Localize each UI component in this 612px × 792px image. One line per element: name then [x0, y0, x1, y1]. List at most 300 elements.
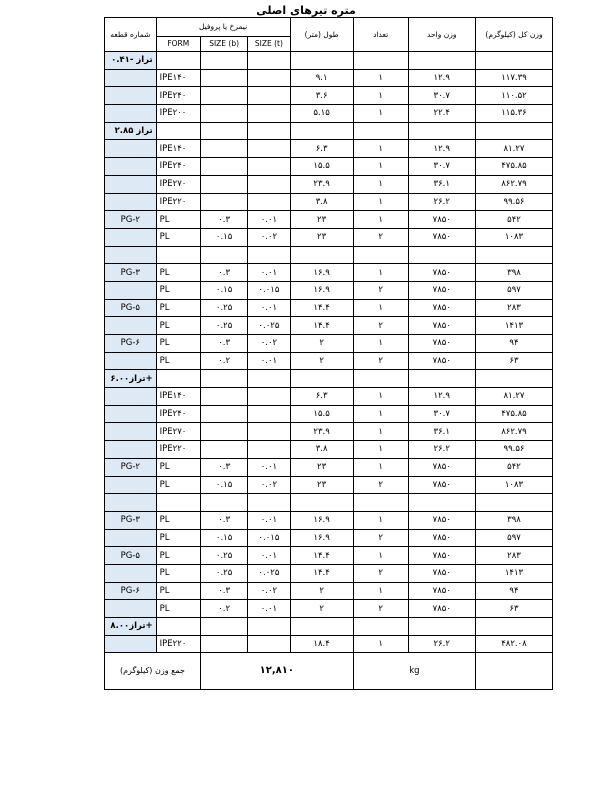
unit-weight-cell: ۳۰.۷	[408, 405, 475, 423]
count-cell: ۲	[353, 281, 408, 299]
size-t-cell: ۰.۰۱	[248, 547, 290, 565]
count-cell: ۲	[353, 228, 408, 246]
part-cell: PG-۲	[105, 211, 157, 229]
length-cell: ۲	[290, 352, 353, 370]
empty-cell	[156, 370, 200, 388]
table-row	[105, 281, 553, 299]
total-weight-cell: ۹۹.۵۶	[475, 193, 552, 211]
total-weight-cell: ۵۴۲	[475, 211, 552, 229]
size-b-cell: ۰.۳	[200, 458, 247, 476]
part-cell	[105, 476, 157, 494]
total-weight-cell: ۲۸۳	[475, 299, 552, 317]
empty-cell	[290, 370, 353, 388]
total-weight-cell: ۸۱.۲۷	[475, 140, 552, 158]
unit-weight-cell: ۷۸۵۰	[408, 281, 475, 299]
count-cell: ۲	[353, 317, 408, 335]
total-weight-cell: ۶۳	[475, 352, 552, 370]
unit-weight-cell: ۱۲.۹	[408, 388, 475, 406]
level-row	[105, 370, 553, 388]
form-cell: IPE۲۷۰	[156, 423, 200, 441]
count-cell: ۱	[353, 158, 408, 176]
table-row	[105, 352, 553, 370]
total-weight-cell: ۴۷۵.۸۵	[475, 405, 552, 423]
empty-cell	[200, 494, 247, 512]
empty-cell	[200, 618, 247, 636]
header-size-t: SIZE (t)	[248, 37, 290, 52]
empty-cell	[408, 122, 475, 140]
part-cell	[105, 635, 157, 653]
count-cell: ۱	[353, 511, 408, 529]
part-cell	[105, 175, 157, 193]
table-row	[105, 476, 553, 494]
blank-row	[105, 246, 553, 264]
form-cell: IPE۲۲۰	[156, 635, 200, 653]
count-cell: ۲	[353, 476, 408, 494]
empty-cell	[408, 618, 475, 636]
size-b-cell: ۰.۱۵	[200, 476, 247, 494]
total-weight-cell: ۱۴۱۳	[475, 317, 552, 335]
count-cell: ۱	[353, 547, 408, 565]
size-b-cell: ۰.۲۵	[200, 317, 247, 335]
total-weight-cell: ۹۴	[475, 335, 552, 353]
part-cell	[105, 388, 157, 406]
size-t-cell: ۰.۰۱۵	[248, 529, 290, 547]
form-cell: IPE۲۰۰	[156, 105, 200, 123]
empty-cell	[290, 122, 353, 140]
total-weight-cell: ۱۱۰.۵۲	[475, 87, 552, 105]
unit-weight-cell: ۷۸۵۰	[408, 511, 475, 529]
length-cell: ۱۶.۹	[290, 281, 353, 299]
size-b-cell	[200, 158, 247, 176]
size-t-cell	[248, 158, 290, 176]
empty-cell	[156, 618, 200, 636]
size-b-cell: ۰.۲	[200, 352, 247, 370]
empty-cell	[248, 122, 290, 140]
length-cell: ۱۸.۴	[290, 635, 353, 653]
count-cell: ۱	[353, 441, 408, 459]
length-cell: ۱۵.۵	[290, 158, 353, 176]
table-row	[105, 335, 553, 353]
form-cell: IPE۲۴۰	[156, 87, 200, 105]
empty-cell	[290, 618, 353, 636]
size-t-cell	[248, 175, 290, 193]
size-b-cell	[200, 635, 247, 653]
size-t-cell: ۰.۰۱	[248, 458, 290, 476]
level-label: تراز -۰.۴۱	[105, 52, 157, 70]
unit-weight-cell: ۲۶.۲	[408, 635, 475, 653]
empty-cell	[475, 246, 552, 264]
form-cell: PL	[156, 335, 200, 353]
total-weight-cell: ۴۷۵.۸۵	[475, 158, 552, 176]
empty-cell	[156, 122, 200, 140]
level-row	[105, 618, 553, 636]
size-t-cell: ۰.۰۲۵	[248, 317, 290, 335]
form-cell: PL	[156, 547, 200, 565]
unit-weight-cell: ۳۰.۷	[408, 158, 475, 176]
form-cell: IPE۲۴۰	[156, 405, 200, 423]
length-cell: ۲	[290, 335, 353, 353]
size-t-cell	[248, 405, 290, 423]
form-cell: PL	[156, 458, 200, 476]
form-cell: IPE۱۴۰	[156, 140, 200, 158]
size-b-cell	[200, 69, 247, 87]
part-cell: PG-۲	[105, 458, 157, 476]
length-cell: ۱۴.۴	[290, 564, 353, 582]
total-weight-cell: ۳۹۸	[475, 264, 552, 282]
total-weight-cell: ۸۶۲.۷۹	[475, 423, 552, 441]
size-b-cell	[200, 175, 247, 193]
size-b-cell	[200, 140, 247, 158]
table-row	[105, 105, 553, 123]
size-t-cell	[248, 87, 290, 105]
unit-weight-cell: ۲۲.۴	[408, 105, 475, 123]
total-weight-cell: ۱۰۸۳	[475, 228, 552, 246]
size-b-cell	[200, 441, 247, 459]
table-row	[105, 529, 553, 547]
table-row	[105, 87, 553, 105]
length-cell: ۲۳	[290, 458, 353, 476]
form-cell: PL	[156, 228, 200, 246]
part-cell	[105, 564, 157, 582]
form-cell: IPE۱۴۰	[156, 69, 200, 87]
length-cell: ۲۳	[290, 476, 353, 494]
length-cell: ۹.۱	[290, 69, 353, 87]
size-t-cell	[248, 441, 290, 459]
header-length: طول (متر)	[290, 18, 353, 52]
size-b-cell: ۰.۲۵	[200, 564, 247, 582]
empty-cell	[248, 246, 290, 264]
table-row	[105, 211, 553, 229]
empty-cell	[408, 246, 475, 264]
total-weight-cell: ۸۱.۲۷	[475, 388, 552, 406]
part-cell	[105, 193, 157, 211]
count-cell: ۱	[353, 423, 408, 441]
count-cell: ۱	[353, 264, 408, 282]
header-profile-group: نیمرخ یا پروفیل	[156, 18, 290, 37]
size-b-cell	[200, 105, 247, 123]
unit-weight-cell: ۳۶.۱	[408, 175, 475, 193]
unit-weight-cell: ۷۸۵۰	[408, 335, 475, 353]
size-t-cell: ۰.۰۲	[248, 476, 290, 494]
size-t-cell	[248, 388, 290, 406]
size-b-cell: ۰.۳	[200, 511, 247, 529]
beams-table	[104, 17, 553, 690]
total-weight-cell: ۹۴	[475, 582, 552, 600]
size-t-cell	[248, 105, 290, 123]
total-weight-cell: ۱۱۷.۳۹	[475, 69, 552, 87]
unit-weight-cell: ۷۸۵۰	[408, 600, 475, 618]
blank-row	[105, 494, 553, 512]
size-t-cell: ۰.۰۱	[248, 264, 290, 282]
total-weight-cell: ۸۶۲.۷۹	[475, 175, 552, 193]
size-b-cell: ۰.۳	[200, 264, 247, 282]
part-cell	[105, 228, 157, 246]
empty-cell	[248, 618, 290, 636]
count-cell: ۱	[353, 175, 408, 193]
length-cell: ۱۵.۵	[290, 405, 353, 423]
empty-cell	[156, 494, 200, 512]
form-cell: IPE۲۲۰	[156, 441, 200, 459]
size-b-cell: ۰.۱۵	[200, 281, 247, 299]
unit-weight-cell: ۷۸۵۰	[408, 299, 475, 317]
count-cell: ۱	[353, 211, 408, 229]
total-label: جمع وزن (کیلوگرم)	[105, 653, 201, 690]
unit-weight-cell: ۱۲.۹	[408, 140, 475, 158]
empty-cell	[475, 122, 552, 140]
part-cell: PG-۵	[105, 299, 157, 317]
unit-weight-cell: ۲۶.۲	[408, 193, 475, 211]
header-form: FORM	[156, 37, 200, 52]
size-t-cell: ۰.۰۱۵	[248, 281, 290, 299]
table-row	[105, 405, 553, 423]
size-t-cell: ۰.۰۱	[248, 352, 290, 370]
size-t-cell	[248, 69, 290, 87]
count-cell: ۱	[353, 87, 408, 105]
form-cell: PL	[156, 264, 200, 282]
size-t-cell: ۰.۰۱	[248, 299, 290, 317]
count-cell: ۱	[353, 405, 408, 423]
size-b-cell: ۰.۱۵	[200, 529, 247, 547]
size-b-cell: ۰.۲۵	[200, 547, 247, 565]
part-cell	[105, 105, 157, 123]
unit-weight-cell: ۲۶.۲	[408, 441, 475, 459]
count-cell: ۲	[353, 529, 408, 547]
table-row	[105, 69, 553, 87]
length-cell: ۱۴.۴	[290, 547, 353, 565]
count-cell: ۱	[353, 140, 408, 158]
empty-cell	[156, 52, 200, 70]
length-cell: ۳.۸	[290, 441, 353, 459]
table-row	[105, 140, 553, 158]
part-cell	[105, 529, 157, 547]
total-weight-cell: ۱۴۱۳	[475, 564, 552, 582]
part-cell	[105, 317, 157, 335]
table-row	[105, 635, 553, 653]
level-label: تراز۶.۰۰+	[105, 370, 157, 388]
form-cell: PL	[156, 476, 200, 494]
part-cell: PG-۳	[105, 264, 157, 282]
empty-cell	[248, 494, 290, 512]
total-weight-cell: ۶۳	[475, 600, 552, 618]
length-cell: ۲۳.۹	[290, 175, 353, 193]
table-row	[105, 193, 553, 211]
unit-weight-cell: ۷۸۵۰	[408, 529, 475, 547]
unit-weight-cell: ۷۸۵۰	[408, 264, 475, 282]
size-b-cell: ۰.۳	[200, 335, 247, 353]
form-cell: PL	[156, 564, 200, 582]
total-weight-cell: ۵۹۷	[475, 281, 552, 299]
size-t-cell: ۰.۰۲	[248, 582, 290, 600]
length-cell: ۱۶.۹	[290, 511, 353, 529]
size-t-cell: ۰.۰۱	[248, 600, 290, 618]
total-weight-cell: ۹۹.۵۶	[475, 441, 552, 459]
empty-cell	[200, 52, 247, 70]
count-cell: ۲	[353, 564, 408, 582]
size-b-cell	[200, 193, 247, 211]
size-t-cell: ۰.۰۲	[248, 335, 290, 353]
empty-cell	[290, 246, 353, 264]
form-cell: PL	[156, 582, 200, 600]
total-weight-cell: ۱۱۵.۳۶	[475, 105, 552, 123]
empty-cell	[475, 370, 552, 388]
total-weight-cell: ۱۰۸۳	[475, 476, 552, 494]
unit-weight-cell: ۳۰.۷	[408, 87, 475, 105]
count-cell: ۲	[353, 352, 408, 370]
length-cell: ۱۶.۹	[290, 529, 353, 547]
level-label: تراز۸.۰۰+	[105, 618, 157, 636]
total-weight-cell: ۴۸۲.۰۸	[475, 635, 552, 653]
length-cell: ۵.۱۵	[290, 105, 353, 123]
length-cell: ۶.۳	[290, 140, 353, 158]
total-weight-cell: ۵۹۷	[475, 529, 552, 547]
form-cell: PL	[156, 529, 200, 547]
empty-cell	[353, 370, 408, 388]
unit-weight-cell: ۷۸۵۰	[408, 476, 475, 494]
table-row	[105, 388, 553, 406]
empty-cell	[290, 494, 353, 512]
size-b-cell: ۰.۳	[200, 211, 247, 229]
part-cell	[105, 600, 157, 618]
length-cell: ۳.۶	[290, 87, 353, 105]
size-t-cell	[248, 193, 290, 211]
total-empty	[475, 653, 552, 690]
size-b-cell: ۰.۲۵	[200, 299, 247, 317]
size-b-cell: ۰.۳	[200, 582, 247, 600]
unit-weight-cell: ۷۸۵۰	[408, 547, 475, 565]
form-cell: IPE۲۲۰	[156, 193, 200, 211]
empty-cell	[408, 494, 475, 512]
empty-cell	[290, 52, 353, 70]
unit-weight-cell: ۷۸۵۰	[408, 458, 475, 476]
form-cell: IPE۱۴۰	[156, 388, 200, 406]
count-cell: ۱	[353, 335, 408, 353]
unit-weight-cell: ۷۸۵۰	[408, 582, 475, 600]
table-row	[105, 564, 553, 582]
count-cell: ۱	[353, 299, 408, 317]
part-cell	[105, 352, 157, 370]
part-cell: PG-۶	[105, 582, 157, 600]
part-cell: PG-۶	[105, 335, 157, 353]
length-cell: ۲۳	[290, 228, 353, 246]
size-b-cell	[200, 388, 247, 406]
size-t-cell: ۰.۰۲۵	[248, 564, 290, 582]
part-cell	[105, 281, 157, 299]
size-b-cell: ۰.۱۵	[200, 228, 247, 246]
unit-weight-cell: ۷۸۵۰	[408, 564, 475, 582]
count-cell: ۲	[353, 600, 408, 618]
size-t-cell	[248, 635, 290, 653]
length-cell: ۳.۸	[290, 193, 353, 211]
size-t-cell	[248, 423, 290, 441]
unit-weight-cell: ۷۸۵۰	[408, 317, 475, 335]
total-unit: kg	[353, 653, 475, 690]
table-row	[105, 317, 553, 335]
table-row	[105, 547, 553, 565]
size-b-cell	[200, 87, 247, 105]
part-cell	[105, 441, 157, 459]
size-t-cell	[248, 140, 290, 158]
table-row	[105, 175, 553, 193]
empty-cell	[353, 122, 408, 140]
length-cell: ۶.۳	[290, 388, 353, 406]
part-cell	[105, 158, 157, 176]
unit-weight-cell: ۷۸۵۰	[408, 352, 475, 370]
total-value: ۱۲,۸۱۰	[200, 653, 353, 690]
form-cell: PL	[156, 600, 200, 618]
empty-cell	[156, 246, 200, 264]
table-row	[105, 582, 553, 600]
empty-cell	[475, 52, 552, 70]
length-cell: ۲	[290, 582, 353, 600]
form-cell: PL	[156, 511, 200, 529]
size-t-cell: ۰.۰۲	[248, 228, 290, 246]
unit-weight-cell: ۱۲.۹	[408, 69, 475, 87]
empty-cell	[353, 52, 408, 70]
part-cell	[105, 423, 157, 441]
count-cell: ۱	[353, 458, 408, 476]
size-t-cell: ۰.۰۱	[248, 211, 290, 229]
header-total-weight: وزن کل (کیلوگرم)	[475, 18, 552, 52]
length-cell: ۱۴.۴	[290, 299, 353, 317]
total-weight-cell: ۲۸۳	[475, 547, 552, 565]
count-cell: ۱	[353, 105, 408, 123]
empty-cell	[248, 370, 290, 388]
size-b-cell: ۰.۲	[200, 600, 247, 618]
count-cell: ۱	[353, 582, 408, 600]
empty-cell	[408, 52, 475, 70]
length-cell: ۲۳	[290, 211, 353, 229]
header-unit-weight: وزن واحد	[408, 18, 475, 52]
table-row	[105, 511, 553, 529]
table-row	[105, 264, 553, 282]
part-cell: PG-۳	[105, 511, 157, 529]
length-cell: ۱۶.۹	[290, 264, 353, 282]
part-cell	[105, 140, 157, 158]
table-row	[105, 423, 553, 441]
table-row	[105, 228, 553, 246]
size-b-cell	[200, 405, 247, 423]
total-weight-cell: ۳۹۸	[475, 511, 552, 529]
length-cell: ۲۳.۹	[290, 423, 353, 441]
empty-cell	[248, 52, 290, 70]
table-row	[105, 299, 553, 317]
part-cell	[105, 494, 157, 512]
level-label: تراز ۲.۸۵	[105, 122, 157, 140]
part-cell	[105, 405, 157, 423]
unit-weight-cell: ۳۶.۱	[408, 423, 475, 441]
header-count: تعداد	[353, 18, 408, 52]
unit-weight-cell: ۷۸۵۰	[408, 228, 475, 246]
table-row	[105, 458, 553, 476]
count-cell: ۱	[353, 388, 408, 406]
empty-cell	[200, 246, 247, 264]
empty-cell	[475, 494, 552, 512]
page-title: متره تیرهای اصلی	[256, 4, 356, 17]
header-part-no: شماره قطعه	[105, 18, 157, 52]
header-size-b: SIZE (b)	[200, 37, 247, 52]
form-cell: PL	[156, 211, 200, 229]
form-cell: PL	[156, 281, 200, 299]
table-row	[105, 441, 553, 459]
form-cell: PL	[156, 317, 200, 335]
empty-cell	[200, 370, 247, 388]
size-b-cell	[200, 423, 247, 441]
unit-weight-cell: ۷۸۵۰	[408, 211, 475, 229]
level-row	[105, 122, 553, 140]
part-cell	[105, 69, 157, 87]
empty-cell	[408, 370, 475, 388]
form-cell: IPE۲۷۰	[156, 175, 200, 193]
